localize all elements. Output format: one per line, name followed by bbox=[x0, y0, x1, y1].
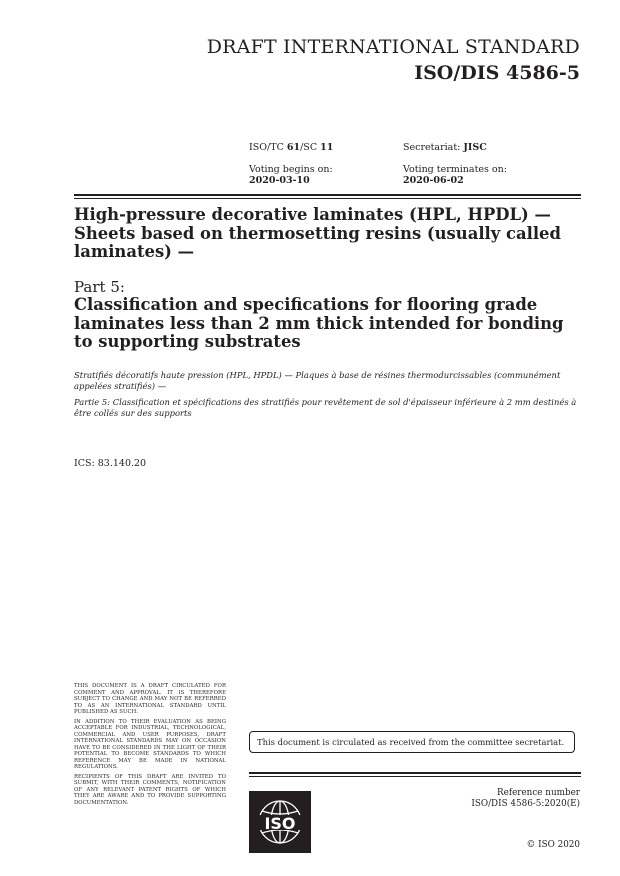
disclaimer-paragraph: IN ADDITION TO THEIR EVALUATION AS BEING ACCEPTABLE FOR INDUSTRIAL, TECHNOLOGICAL, COMMERCIAL AND USER PURPOSES, DRAFT INTERNATIONAL STANDARDS MAY ON OCCASION HAVE TO BE CONSIDERED IN THE LIGHT OF THEIR POTENTIAL TO BECOME STANDARDS TO WHICH REFERENCE MAY BE MADE IN NATIONAL REGULATIONS. bbox=[74, 718, 226, 770]
reference-label: Reference number bbox=[496, 788, 580, 798]
part-title: Classification and specifications for flooring grade laminates less than 2 mm thick intended for bonding to supporting substrates bbox=[74, 295, 564, 351]
part-label: Part 5: bbox=[74, 278, 125, 296]
iso-globe-logo-icon bbox=[249, 791, 311, 853]
voting-begins-label: Voting begins on: bbox=[249, 164, 333, 175]
voting-begins bbox=[249, 164, 333, 186]
document-title: High-pressure decorative laminates (HPL, HPDL) — Sheets based on thermosetting resins (usually called laminates) — bbox=[74, 205, 561, 261]
document-number: ISO/DIS 4586-5 bbox=[414, 62, 580, 84]
footer-divider-thin bbox=[249, 776, 581, 777]
disclaimer-paragraph: THIS DOCUMENT IS A DRAFT CIRCULATED FOR COMMENT AND APPROVAL. IT IS THEREFORE SUBJECT TO CHANGE AND MAY NOT BE REFERRED TO AS AN INTERNATIONAL STANDARD UNTIL PUBLISHED AS SUCH. bbox=[74, 683, 226, 715]
footer-divider-thick bbox=[249, 772, 581, 774]
disclaimer-paragraph: RECIPIENTS OF THIS DRAFT ARE INVITED TO SUBMIT, WITH THEIR COMMENTS, NOTIFICATION OF ANY RELEVANT PATENT RIGHTS OF WHICH THEY ARE AWARE AND TO PROVIDE SUPPORTING DOCUMENTATION. bbox=[74, 773, 226, 806]
voting-terminates bbox=[403, 164, 507, 186]
draft-disclaimer bbox=[74, 683, 226, 809]
french-title: Stratifiés décoratifs haute pression (HPL, HPDL) — Plaques à base de résines thermodurcissables (communément appelées stratifiés) — bbox=[74, 370, 561, 391]
iso-globe-logo-icon bbox=[249, 791, 311, 853]
french-part-title: Partie 5: Classification et spécifications des stratifiés pour revêtement de sol d'épaisseur inférieure à 2 mm destinés à être collés sur des supports bbox=[74, 397, 577, 418]
ics-code: ICS: 83.140.20 bbox=[74, 458, 147, 469]
voting-begins-date: 2020-03-10 bbox=[249, 175, 310, 186]
voting-terminates-label: Voting terminates on: bbox=[403, 164, 507, 175]
secretariat: Secretariat: JISC bbox=[403, 142, 487, 153]
title-divider-thick bbox=[74, 194, 581, 196]
reference-number: ISO/DIS 4586-5:2020(E) bbox=[471, 799, 580, 809]
document-type: DRAFT INTERNATIONAL STANDARD bbox=[206, 36, 580, 58]
copyright: © ISO 2020 bbox=[526, 840, 580, 850]
voting-terminates-date: 2020-06-02 bbox=[403, 175, 464, 186]
iso-logo-text: ISO bbox=[264, 814, 296, 833]
circulation-notice: This document is circulated as received from the committee secretariat. bbox=[249, 731, 575, 753]
title-divider-thin bbox=[74, 198, 581, 199]
committee: ISO/TC 61/SC 11 bbox=[249, 142, 334, 153]
